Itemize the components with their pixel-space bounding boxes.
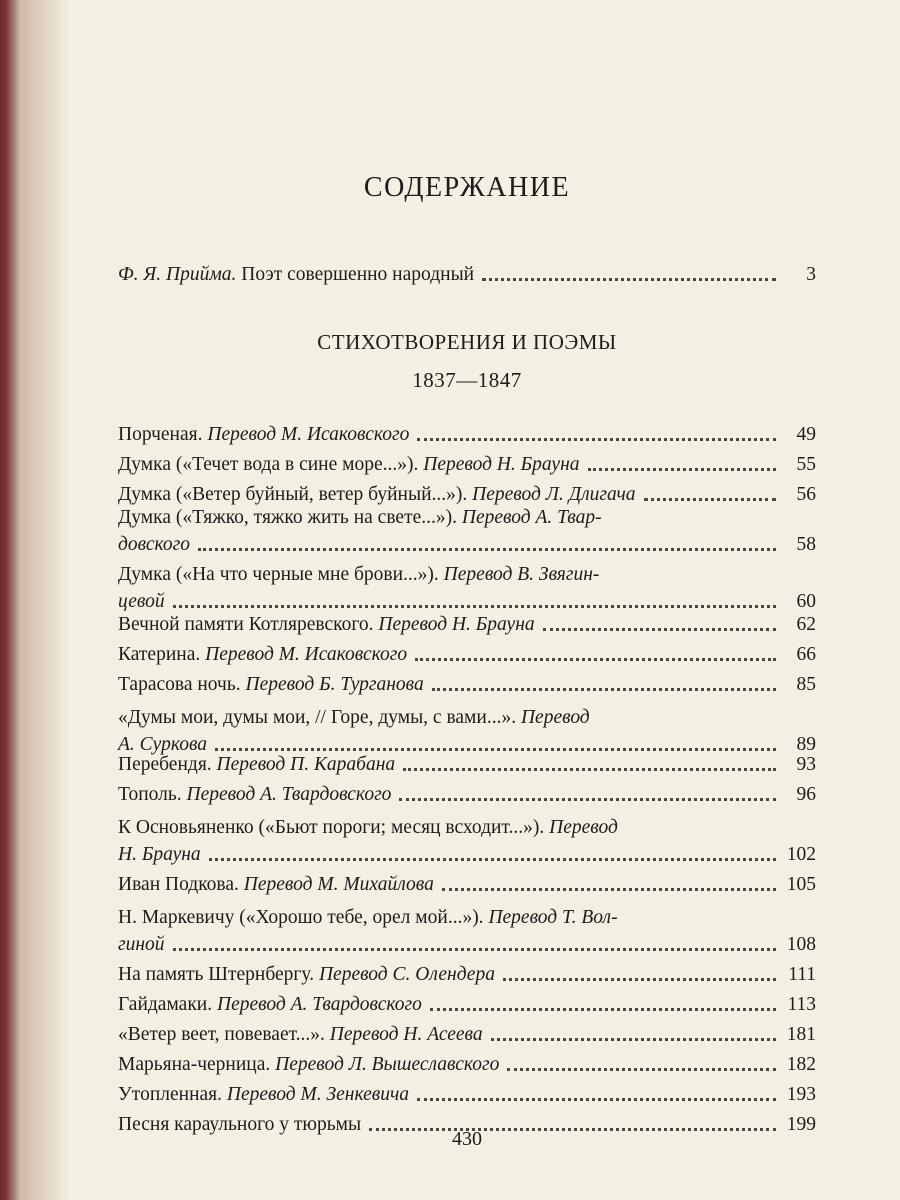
entry-title: «Думы мои, думы мои, // Горе, думы, с вами...». (118, 707, 517, 728)
dot-leader (209, 858, 776, 861)
entry-translator: Перевод Н. Асеева (329, 1024, 483, 1045)
dot-leader (215, 748, 776, 751)
contents-entry (118, 642, 816, 667)
dot-leader (507, 1068, 776, 1071)
entry-title: Думка («Течет вода в сине море...»). (118, 454, 419, 475)
contents-entry (118, 1052, 816, 1077)
page-number: 93 (796, 754, 816, 775)
entry-translator: Перевод М. Михайлова (243, 874, 434, 895)
contents-page (118, 0, 816, 1200)
entry-translator: Перевод Н. Брауна (378, 614, 535, 635)
entry-translator: Перевод Т. Вол- (488, 907, 618, 928)
page-number: 113 (787, 994, 816, 1015)
entry-continuation: А. Суркова (118, 734, 208, 755)
entry-text (118, 1022, 489, 1047)
entry-translator: Перевод Л. Вышеславского (275, 1054, 500, 1075)
dot-leader (543, 628, 776, 631)
entry-title: К Основьяненко («Бьют пороги; месяц всходит...»). (118, 817, 545, 838)
contents-entry (118, 992, 816, 1017)
page-number: 111 (788, 964, 816, 985)
dot-leader (417, 1098, 776, 1101)
entry-text (118, 482, 642, 507)
entry-translator: Перевод А. Твар- (461, 507, 602, 528)
contents-entry (118, 422, 816, 447)
page-number: 55 (796, 454, 816, 475)
entry-text (118, 817, 624, 838)
entry-text (118, 907, 624, 928)
contents-entry (118, 672, 816, 697)
section-years: 1837—1847 (412, 368, 522, 392)
page-title: СОДЕРЖАНИЕ (363, 172, 571, 203)
page-number: 3 (806, 264, 816, 285)
entry-translator: Перевод (520, 707, 590, 728)
page-number: 96 (796, 784, 816, 805)
dot-leader (415, 658, 776, 661)
entry-title: «Ветер веет, повевает...». (118, 1024, 325, 1045)
dot-leader (403, 768, 776, 771)
contents-entry (118, 815, 816, 867)
page-number: 193 (786, 1084, 816, 1105)
dot-leader (198, 548, 776, 551)
entry-translator: Перевод П. Карабана (216, 754, 396, 775)
entry-translator: Перевод М. Исаковского (205, 644, 408, 665)
contents-entry (118, 705, 816, 757)
page-number: 66 (796, 644, 816, 665)
dot-leader (417, 438, 776, 441)
contents-entry (118, 1022, 816, 1047)
entry-translator: Перевод В. Звягин- (443, 564, 600, 585)
intro-title: Поэт совершенно народный (241, 264, 475, 285)
page-number: 182 (786, 1054, 816, 1075)
page-number: 105 (786, 874, 816, 895)
contents-entry (118, 782, 816, 807)
entry-translator: Перевод М. Исаковского (207, 424, 410, 445)
entry-title: Н. Маркевичу («Хорошо тебе, орел мой...»). (118, 907, 484, 928)
page-number: 199 (786, 1114, 816, 1135)
entry-text (118, 707, 596, 728)
dot-leader (173, 948, 776, 951)
contents-entry (118, 1082, 816, 1107)
entry-text (118, 962, 501, 987)
page-number: 181 (786, 1024, 816, 1045)
entry-translator: Перевод Б. Турганова (245, 674, 424, 695)
contents-entry (118, 872, 816, 897)
entry-translator: Перевод Н. Брауна (423, 454, 580, 475)
intro-entry (118, 262, 816, 287)
contents-entry (118, 905, 816, 957)
section-title: СТИХОТВОРЕНИЯ И ПОЭМЫ (317, 330, 617, 354)
entry-title: Думка («Ветер буйный, ветер буйный...»). (118, 484, 468, 505)
entry-title: Утопленная. (118, 1084, 223, 1105)
entry-translator: Перевод С. Олендера (318, 964, 495, 985)
page-number: 108 (786, 934, 816, 955)
entry-text (118, 612, 541, 637)
entry-title: Вечной памяти Котляревского. (118, 614, 374, 635)
entry-title: Марьяна-черница. (118, 1054, 271, 1075)
entry-continuation: Н. Брауна (118, 844, 201, 865)
entry-title: Порченая. (118, 424, 203, 445)
dot-leader (491, 1038, 776, 1041)
dot-leader (442, 888, 776, 891)
page-number: 49 (796, 424, 816, 445)
entry-text (118, 422, 415, 447)
page-number: 85 (796, 674, 816, 695)
page-number: 102 (786, 844, 816, 865)
entry-translator: Перевод А. Твардовского (216, 994, 422, 1015)
dot-leader (399, 798, 776, 801)
contents-entry (118, 752, 816, 777)
entry-title: Тарасова ночь. (118, 674, 241, 695)
contents-entry (118, 962, 816, 987)
dot-leader (430, 1008, 776, 1011)
entry-translator: Перевод А. Твардовского (186, 784, 392, 805)
page-number: 56 (796, 484, 816, 505)
entry-translator: Перевод М. Зенкевича (226, 1084, 410, 1105)
entry-text (118, 1082, 415, 1107)
entry-text (118, 752, 401, 777)
entry-title: Думка («Тяжко, тяжко жить на свете...»). (118, 507, 457, 528)
dot-leader (482, 278, 776, 281)
entry-text (118, 672, 430, 697)
intro-author: Ф. Я. Прийма. (118, 264, 237, 285)
page-number: 58 (796, 534, 816, 555)
entry-text (118, 992, 428, 1017)
entry-title: Перебендя. (118, 754, 212, 775)
dot-leader (588, 468, 777, 471)
dot-leader (644, 498, 776, 501)
entry-text (118, 507, 608, 528)
entry-text (118, 564, 605, 585)
entry-translator: Перевод (549, 817, 618, 838)
page-folio: 430 (452, 1128, 482, 1150)
entry-continuation: гиной (118, 934, 165, 955)
page-number: 62 (796, 614, 816, 635)
entry-continuation: цевой (118, 591, 165, 612)
entry-text (118, 872, 440, 897)
contents-entry (118, 505, 816, 557)
contents-entry (118, 452, 816, 477)
dot-leader (432, 688, 776, 691)
entry-title: Тополь. (118, 784, 182, 805)
entry-continuation: довского (118, 534, 190, 555)
entry-translator: Перевод Л. Длигача (472, 484, 636, 505)
page-gutter-shadow (0, 0, 70, 1200)
contents-entry (118, 562, 816, 614)
entry-title: На память Штернбергу. (118, 964, 315, 985)
dot-leader (173, 605, 776, 608)
entry-title: Думка («На что черные мне брови...»). (118, 564, 439, 585)
entry-text (118, 1052, 505, 1077)
entry-title: Иван Подкова. (118, 874, 239, 895)
entry-text (118, 452, 586, 477)
entry-title: Гайдамаки. (118, 994, 213, 1015)
entry-text (118, 642, 413, 667)
entry-title: Песня караульного у тюрьмы (118, 1114, 362, 1135)
entry-text (118, 782, 397, 807)
entry-title: Катерина. (118, 644, 201, 665)
contents-entry (118, 612, 816, 637)
dot-leader (503, 978, 776, 981)
page-number: 60 (796, 591, 816, 612)
contents-entry (118, 482, 816, 507)
page-number: 89 (796, 734, 816, 755)
